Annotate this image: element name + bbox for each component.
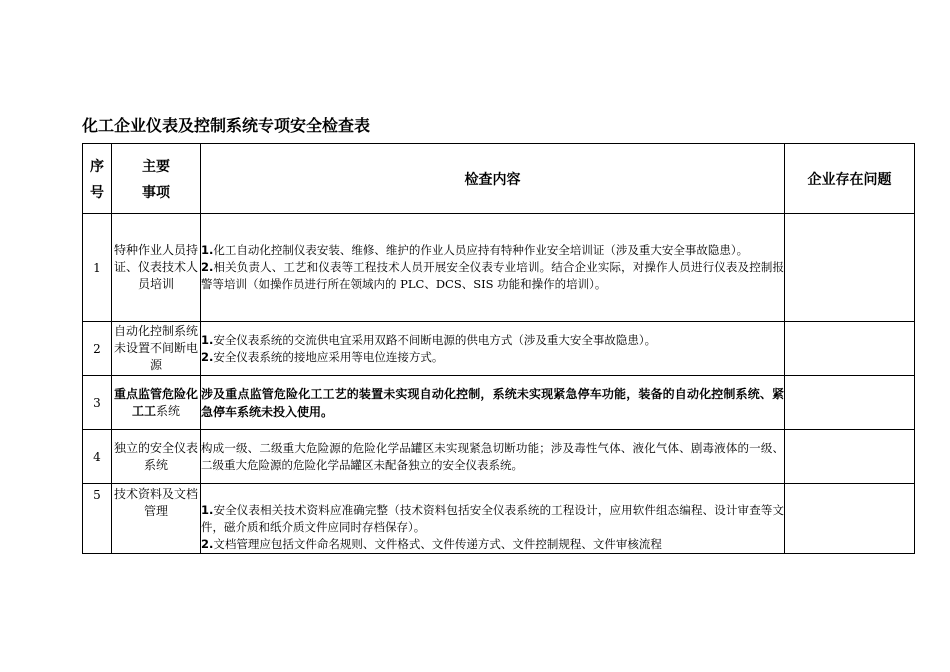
row-item: 自动化控制系统未设置不间断电源 xyxy=(112,322,201,376)
row-content: 涉及重点监管危险化工工艺的装置未实现自动化控制，系统未实现紧急停车功能，装备的自动化控制系统、紧急停车系统未投入使用。 xyxy=(201,376,785,430)
row-content xyxy=(201,322,785,376)
row-issues xyxy=(785,322,915,376)
header-item-bottom: 事项 xyxy=(142,184,170,201)
row-content: 构成一级、二级重大危险源的危险化学品罐区未实现紧急切断功能；涉及毒性气体、液化气体、剧毒液体的一级、二级重大危险源的危险化学品罐区未配备独立的安全仪表系统。 xyxy=(201,430,785,484)
row-item: 技术资料及文档管理 xyxy=(112,484,201,554)
table-row xyxy=(83,376,915,430)
row-number: 3 xyxy=(83,376,112,430)
table-header-row xyxy=(83,144,915,214)
header-issues: 企业存在问题 xyxy=(785,144,915,214)
row-issues xyxy=(785,484,915,554)
table-row xyxy=(83,484,915,554)
content-line: 2.文档管理应包括文件命名规则、文件格式、文件传递方式、文件控制规程、文件审核流程 xyxy=(201,537,662,551)
content-line: 2.安全仪表系统的接地应采用等电位连接方式。 xyxy=(201,349,444,364)
content-line: 1.安全仪表相关技术资料应准确完整（技术资料包括安全仪表系统的工程设计，应用软件组态编程、设计审查等文件，磁介质和纸介质文件应同时存档保存）。 xyxy=(201,503,784,534)
content-line: 2.相关负责人、工艺和仪表等工程技术人员开展安全仪表专业培训。结合企业实际，对操作人员进行仪表及控制报警等培训（如操作员进行所在领域内的 PLC、DCS、SIS 功能和操作的培训）。 xyxy=(201,260,784,291)
row-number: 4 xyxy=(83,430,112,484)
row-number: 5 xyxy=(83,484,112,554)
row-item: 重点监管危险化工工系统 xyxy=(112,376,201,430)
row-item: 特种作业人员持证、仪表技术人员培训 xyxy=(112,214,201,322)
table-row xyxy=(83,214,915,322)
header-no-top: 序 xyxy=(90,158,104,175)
page-title: 化工企业仪表及控制系统专项安全检查表 xyxy=(82,116,371,135)
content-line: 1.安全仪表系统的交流供电宜采用双路不间断电源的供电方式（涉及重大安全事故隐患）。 xyxy=(201,332,657,347)
header-item-top: 主要 xyxy=(142,158,170,175)
header-content: 检查内容 xyxy=(201,144,785,214)
inspection-table xyxy=(82,143,915,554)
content-line: 1.化工自动化控制仪表安装、维修、维护的作业人员应持有特种作业安全培训证（涉及重大安全事故隐患）。 xyxy=(201,243,749,257)
header-no-bottom: 号 xyxy=(90,184,104,201)
row-issues xyxy=(785,214,915,322)
row-issues xyxy=(785,430,915,484)
header-item xyxy=(112,144,201,214)
header-no xyxy=(83,144,112,214)
row-item: 独立的安全仪表系统 xyxy=(112,430,201,484)
row-number: 1 xyxy=(83,214,112,322)
row-issues xyxy=(785,376,915,430)
table-row xyxy=(83,322,915,376)
table-row xyxy=(83,430,915,484)
row-number: 2 xyxy=(83,322,112,376)
row-content xyxy=(201,214,785,322)
row-content xyxy=(201,484,785,554)
